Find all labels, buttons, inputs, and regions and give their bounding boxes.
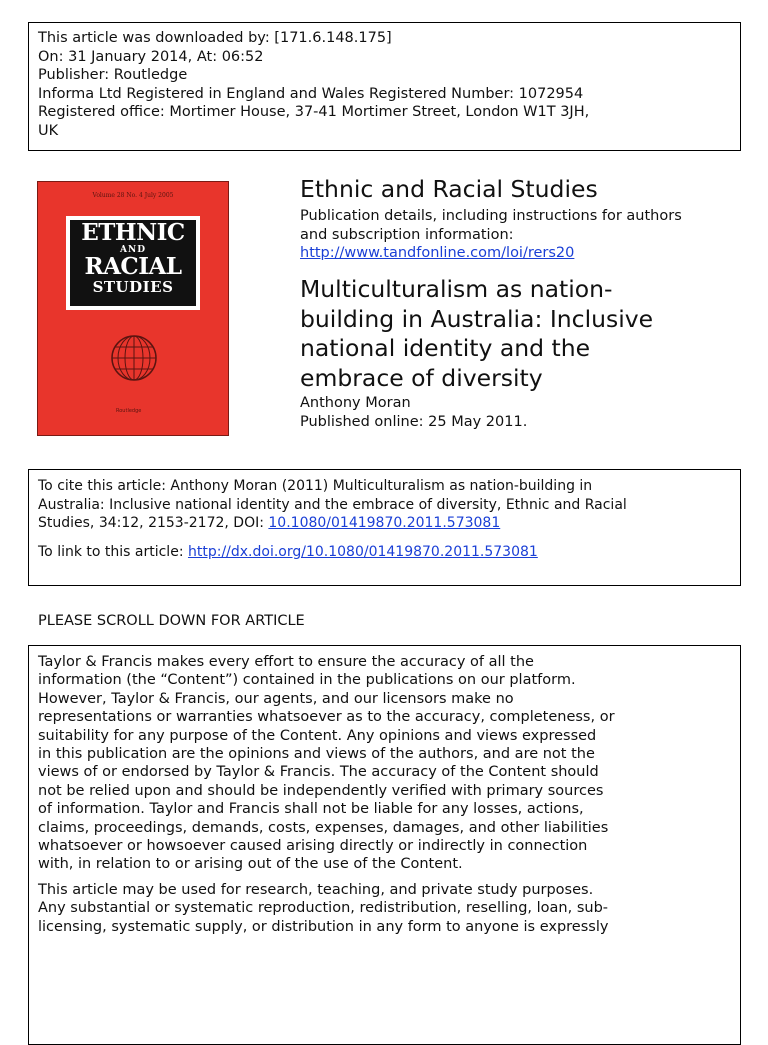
disclaimer-line: representations or warranties whatsoever as to the accuracy, completeness, or — [38, 709, 615, 726]
article-doi-url-link[interactable]: http://dx.doi.org/10.1080/01419870.2011.573081 — [187, 544, 538, 561]
article-author: Anthony Moran — [300, 395, 411, 411]
disclaimer-box — [28, 645, 741, 1045]
journal-url-line — [300, 244, 682, 263]
disclaimer-line: views of or endorsed by Taylor & Francis. The accuracy of the Content should — [38, 764, 599, 781]
disclaimer-paragraph-1 — [38, 653, 731, 874]
article-byline — [300, 394, 527, 431]
citation-box — [28, 469, 741, 586]
article-published-date: Published online: 25 May 2011. — [300, 413, 528, 430]
cover-volume-line: Volume 28 No. 4 July 2005 — [92, 192, 174, 199]
cover-publisher: Routledge — [116, 408, 142, 414]
disclaimer-line: However, Taylor & Francis, our agents, and our licensors make no — [38, 690, 514, 707]
download-notice-line: Registered office: Mortimer House, 37-41 Mortimer Street, London W1T 3JH, — [38, 104, 590, 121]
journal-title: Ethnic and Racial Studies — [300, 175, 598, 203]
article-title-line: Multiculturalism as nation- — [300, 275, 613, 303]
disclaimer-line: Any substantial or systematic reproduction, redistribution, reselling, loan, sub- — [38, 900, 609, 917]
disclaimer-line: licensing, systematic supply, or distribution in any form to anyone is expressly — [38, 918, 609, 935]
journal-url-link[interactable]: http://www.tandfonline.com/loi/rers20 — [300, 245, 575, 262]
download-notice-line: Publisher: Routledge — [38, 67, 188, 84]
publication-details — [300, 207, 682, 263]
disclaimer-line: claims, proceedings, demands, costs, expenses, damages, and other liabilities — [38, 819, 609, 836]
download-notice-box — [28, 22, 741, 151]
disclaimer-line: suitability for any purpose of the Content. Any opinions and views expressed — [38, 727, 597, 744]
download-notice-line: This article was downloaded by: [171.6.148.175] — [38, 30, 392, 46]
citation-line: To cite this article: Anthony Moran (2011) Multiculturalism as nation-building in — [38, 478, 593, 494]
scroll-down-notice: PLEASE SCROLL DOWN FOR ARTICLE — [38, 613, 305, 629]
disclaimer-paragraph-2 — [38, 881, 731, 936]
download-notice-line: Informa Ltd Registered in England and Wales Registered Number: 1072954 — [38, 85, 584, 102]
cover-title-inner — [70, 220, 196, 306]
disclaimer-line: not be relied upon and should be independently verified with primary sources — [38, 782, 604, 799]
doi-link[interactable]: 10.1080/01419870.2011.573081 — [268, 515, 501, 532]
cover-title-block — [66, 216, 200, 310]
download-notice-line: On: 31 January 2014, At: 06:52 — [38, 48, 264, 65]
article-title-line: building in Australia: Inclusive — [300, 304, 654, 333]
disclaimer-line: in this publication are the opinions and views of the authors, and are not the — [38, 746, 595, 763]
globe-icon — [110, 334, 158, 382]
cover-title-studies: STUDIES — [92, 278, 174, 296]
citation-line: Australia: Inclusive national identity and the embrace of diversity, Ethnic and Racial — [38, 496, 627, 513]
disclaimer-line: information (the “Content”) contained in the publications on our platform. — [38, 672, 576, 689]
citation-prefix: Studies, 34:12, 2153-2172, DOI: — [38, 515, 269, 532]
article-link-label: To link to this article: — [38, 544, 188, 561]
disclaimer-line: whatsoever or howsoever caused arising directly or indirectly in connection — [38, 838, 588, 855]
article-title-line: national identity and the — [300, 334, 591, 362]
article-link-line — [38, 543, 731, 562]
article-title — [300, 275, 653, 393]
cover-title-racial: RACIAL — [84, 253, 182, 280]
disclaimer-line: This article may be used for research, teaching, and private study purposes. — [38, 881, 594, 898]
publication-details-line: and subscription information: — [300, 226, 514, 243]
citation-line — [38, 514, 731, 533]
disclaimer-line: with, in relation to or arising out of the use of the Content. — [38, 856, 463, 873]
article-title-line: embrace of diversity — [300, 363, 543, 392]
download-notice-line: UK — [38, 122, 59, 139]
disclaimer-line: Taylor & Francis makes every effort to ensure the accuracy of all the — [38, 654, 534, 670]
publication-details-line: Publication details, including instructions for authors — [300, 208, 682, 224]
journal-cover-image — [37, 181, 229, 436]
cover-title-ethnic: ETHNIC — [81, 219, 185, 246]
cover-title-and: AND — [119, 245, 146, 255]
disclaimer-line: of information. Taylor and Francis shall not be liable for any losses, actions, — [38, 801, 584, 818]
